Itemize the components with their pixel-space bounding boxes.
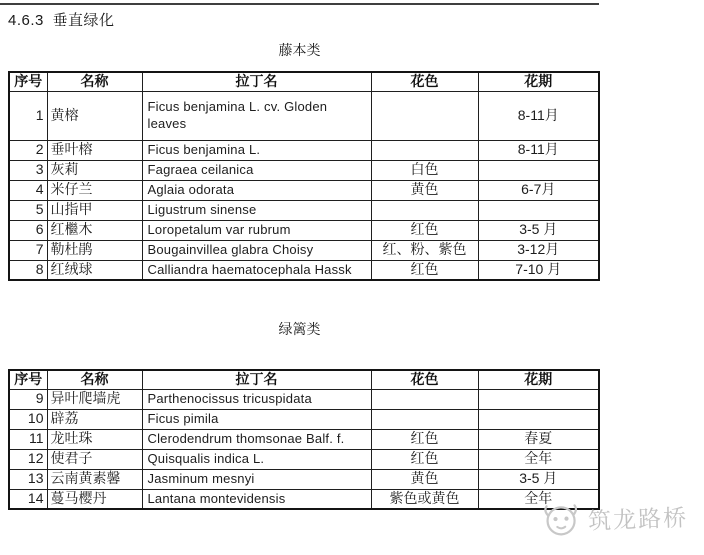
column-header: 序号 [9,370,47,389]
table-cell: 黄榕 [47,91,142,140]
table-cell: 11 [9,429,47,449]
table-row [9,489,599,509]
hedge-plants-table [8,369,600,510]
table-cell [371,389,478,409]
table-cell: 14 [9,489,47,509]
table-cell [371,140,478,160]
table-cell [371,200,478,220]
table-cell [478,389,599,409]
table-cell: 7-10 月 [478,260,599,280]
table-cell: Quisqualis indica L. [142,449,371,469]
table-cell: 6-7月 [478,180,599,200]
table-row [9,220,599,240]
column-header: 名称 [47,370,142,389]
table-cell: 龙吐珠 [47,429,142,449]
table-cell [371,409,478,429]
column-header: 拉丁名 [142,370,371,389]
table-cell: 4 [9,180,47,200]
table-row [9,160,599,180]
table-title-hedges: 绿篱类 [278,321,321,337]
table-cell: 异叶爬墙虎 [47,389,142,409]
table-cell: 9 [9,389,47,409]
table-cell: 2 [9,140,47,160]
table-cell: 白色 [371,160,478,180]
table-cell: 垂叶榕 [47,140,142,160]
table-cell [478,160,599,180]
table-row [9,409,599,429]
table-cell: Fagraea ceilanica [142,160,371,180]
column-header: 花色 [371,72,478,91]
table-cell: Lantana montevidensis [142,489,371,509]
column-header: 花色 [371,370,478,389]
table-cell [478,409,599,429]
table-cell: 8-11月 [478,140,599,160]
table-header-row [9,72,599,91]
table-row [9,469,599,489]
table-cell: Bougainvillea glabra Choisy [142,240,371,260]
table-row [9,429,599,449]
table-cell: 红色 [371,449,478,469]
table-cell: Jasminum mesnyi [142,469,371,489]
table-row [9,240,599,260]
table-cell: 红绒球 [47,260,142,280]
table-cell: 7 [9,240,47,260]
table-cell: 全年 [478,489,599,509]
table-cell: 紫色或黄色 [371,489,478,509]
table-cell: 云南黄素馨 [47,469,142,489]
column-header: 序号 [9,72,47,91]
table-cell: 12 [9,449,47,469]
top-horizontal-rule [0,3,599,5]
table-cell: 5 [9,200,47,220]
table-cell: 米仔兰 [47,180,142,200]
watermark [539,493,688,542]
table-cell [478,200,599,220]
table-cell: 红色 [371,429,478,449]
table-cell: 黄色 [371,469,478,489]
table-cell: Loropetalum var rubrum [142,220,371,240]
table-cell: 8 [9,260,47,280]
table-cell: 黄色 [371,180,478,200]
table-cell: 1 [9,91,47,140]
table-cell: 3-12月 [478,240,599,260]
table-cell: Aglaia odorata [142,180,371,200]
table-row [9,200,599,220]
table-cell: 8-11月 [478,91,599,140]
table-title-vines: 藤本类 [278,42,321,58]
table-row [9,449,599,469]
table-cell: 春夏 [478,429,599,449]
table-cell: 3-5 月 [478,469,599,489]
table-row [9,260,599,280]
table-cell: 13 [9,469,47,489]
table-cell: Calliandra haematocephala Hassk [142,260,371,280]
table-cell: 3-5 月 [478,220,599,240]
table-cell: 6 [9,220,47,240]
table-cell: 红、粉、紫色 [371,240,478,260]
table-cell: Ficus pimila [142,409,371,429]
table-cell: 山指甲 [47,200,142,220]
table-cell: 3 [9,160,47,180]
table-row [9,91,599,140]
table-cell: 辟荔 [47,409,142,429]
table-cell: Ficus benjamina L. [142,140,371,160]
table-cell: 勒杜鹃 [47,240,142,260]
column-header: 花期 [478,72,599,91]
table-cell: 灰莉 [47,160,142,180]
vine-plants-table [8,71,600,281]
table-row [9,140,599,160]
table-cell: 10 [9,409,47,429]
table-cell: 使君子 [47,449,142,469]
table-row [9,180,599,200]
table-cell: 红色 [371,220,478,240]
table-row [9,389,599,409]
column-header: 拉丁名 [142,72,371,91]
table-cell: 红檵木 [47,220,142,240]
table-cell: Parthenocissus tricuspidata [142,389,371,409]
zhulong-mascot-icon [539,497,583,542]
table-cell: 全年 [478,449,599,469]
table-cell: Ligustrum sinense [142,200,371,220]
table-cell: 蔓马樱丹 [47,489,142,509]
column-header: 花期 [478,370,599,389]
table-cell: 红色 [371,260,478,280]
section-heading: 4.6.3 垂直绿化 [8,12,115,29]
table-header-row [9,370,599,389]
watermark-label: 筑龙路桥 [587,503,689,534]
table-cell [371,91,478,140]
column-header: 名称 [47,72,142,91]
table-cell: Ficus benjamina L. cv. Gloden leaves [142,91,371,140]
table-cell: Clerodendrum thomsonae Balf. f. [142,429,371,449]
